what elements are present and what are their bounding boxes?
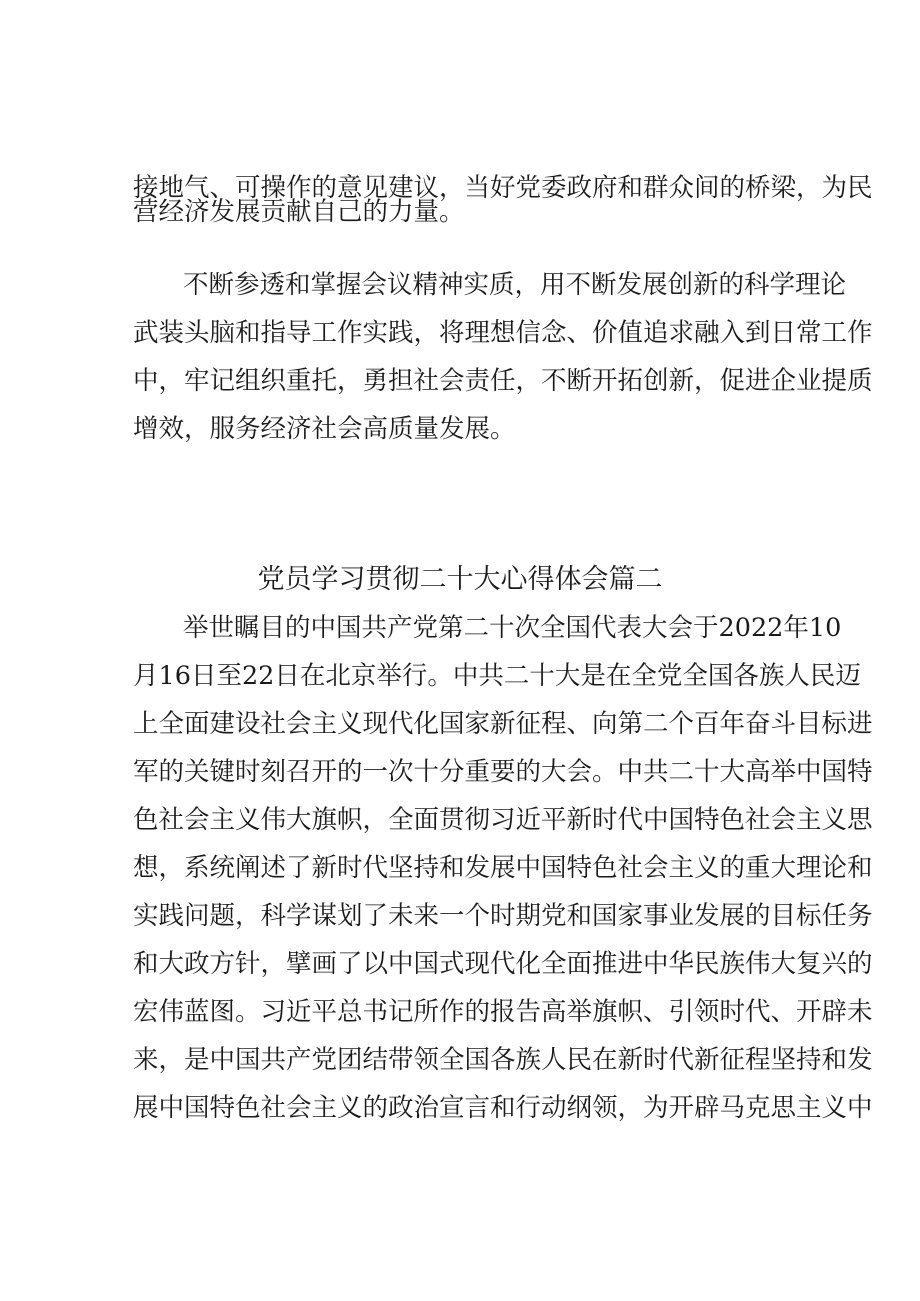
section-title: 党员学习贯彻二十大心得体会篇二: [257, 564, 663, 595]
paragraph-line: 来，是中国共产党团结带领全国各族人民在新时代新征程坚持和发: [133, 1045, 873, 1075]
paragraph-line: 武装头脑和指导工作实践，将理想信念、价值追求融入到日常工作: [133, 318, 873, 348]
paragraph-line: 实践问题，科学谋划了未来一个时期党和国家事业发展的目标任务: [133, 901, 873, 931]
paragraph-line: 月16日至22日在北京举行。中共二十大是在全党全国各族人民迈: [133, 661, 861, 691]
paragraph-line: 中，牢记组织重托，勇担社会责任，不断开拓创新，促进企业提质: [133, 366, 873, 396]
paragraph-line: 增效，服务经济社会高质量发展。: [133, 414, 516, 444]
paragraph-line: 军的关键时刻召开的一次十分重要的大会。中共二十大高举中国特: [133, 757, 873, 787]
paragraph-line: 展中国特色社会主义的政治宣言和行动纲领，为开辟马克思主义中: [133, 1093, 873, 1123]
paragraph-line: 宏伟蓝图。习近平总书记所作的报告高举旗帜、引领时代、开辟未: [133, 997, 873, 1027]
paragraph-line: 接地气、可操作的意见建议，当好党委政府和群众间的桥梁，为民: [133, 173, 873, 203]
paragraph-line: 举世瞩目的中国共产党第二十次全国代表大会于2022年10: [183, 613, 842, 643]
paragraph-line: 营经济发展贡献自己的力量。: [133, 197, 465, 227]
paragraph-line: 不断参透和掌握会议精神实质，用不断发展创新的科学理论: [183, 270, 847, 300]
paragraph-line: 上全面建设社会主义现代化国家新征程、向第二个百年奋斗目标进: [133, 709, 873, 739]
paragraph-line: 和大政方针，擘画了以中国式现代化全面推进中华民族伟大复兴的: [133, 949, 873, 979]
paragraph-line: 色社会主义伟大旗帜，全面贯彻习近平新时代中国特色社会主义思: [133, 805, 873, 835]
paragraph-line: 想，系统阐述了新时代坚持和发展中国特色社会主义的重大理论和: [133, 853, 873, 883]
